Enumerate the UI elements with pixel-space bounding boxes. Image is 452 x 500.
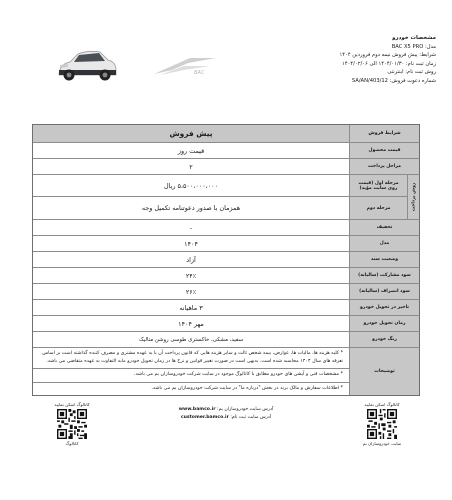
right-qr-label: سایت خودروسازان بم [362, 441, 402, 446]
note-item: * کلیه هزینه ها، مالیات ها، عوارض، بیمه شخص ثالث و سایر هزینه هایی که قانون پرداخت آن با به عهده مشتری و مصرف کننده گذاشته است بر اساس تعرفه های سال ۱۴۰۴ محاسبه شده است. بدیهی است در صورت تغییر قوانین و نرخ ها در زمان تحویل خودرو مابه التفاوت به عهده متقاضی می باشد. [33, 348, 349, 369]
table-row [33, 316, 419, 332]
note-item: * مشخصات فنی و آپشن های خودرو مطابق با کاتالوگ موجود در سایت شرکت خودروسازان بم می باشد. [33, 369, 349, 382]
row-value: قیمت روز [177, 146, 205, 155]
car-image [54, 44, 120, 86]
left-qr-label: کاتالوگ [65, 441, 79, 446]
row-value: ۲ [189, 162, 193, 171]
row-label: تخفیف [349, 220, 419, 235]
payment-side-label: روش پرداخت [407, 175, 419, 219]
row-label: قیمت محصول [349, 143, 419, 158]
service-url-link[interactable]: customer.bamco.ir [180, 414, 229, 420]
document-header [0, 0, 452, 118]
left-qr-caption: کاتالوگ اسکن نمایید [54, 402, 90, 407]
row-value: همزمان با صدور دعوتنامه تکمیل وجه [141, 204, 241, 212]
row-value: سفید، مشکی، خاکستری طوسی روشن متالیک [138, 336, 244, 343]
footer-site-line: آدرس سایت خودروسازان بم: www.bamco.ir [178, 407, 274, 412]
row-value: ۲۶٪ [185, 287, 197, 296]
right-qr-caption: کاتالوگ اسکن نمایید [364, 402, 400, 407]
row-value: - [189, 223, 193, 232]
row-label: سود انصراف (سالیانه) [349, 284, 419, 299]
spec-circular: شماره دعوت فروش: SA/AN/403/12 [351, 77, 436, 84]
footer-site-info [142, 406, 310, 422]
notes [33, 348, 349, 395]
svg-text:BAC: BAC [194, 70, 205, 76]
table-row [33, 159, 419, 175]
qr-code-icon[interactable] [57, 409, 87, 439]
spec-date-range: زمان ثبت نام: ۱۴۰۴/۰۱/۳۰ الی ۱۴۰۴/۰۲/۰۶ [342, 60, 436, 67]
row-label: شرایط فروش [349, 125, 419, 142]
spec-model: مدل: BAC X5 PRO [391, 43, 436, 50]
footer-service-line: آدرس سایت ثبت نام: customer.bamco.ir [180, 414, 272, 420]
row-label: سود مشارکت (سالیانه) [349, 268, 419, 283]
payment-group [33, 175, 419, 220]
spec-method: روش ثبت نام: اینترنتی [387, 69, 436, 76]
qr-code-icon[interactable] [367, 409, 397, 439]
spec-title: مشخصات خودرو [392, 35, 436, 41]
spec-terms: شرایط: پیش فروش نیمه دوم فروردین ۱۴۰۴ [339, 52, 436, 59]
row-value: مهر ۱۴۰۴ [178, 319, 204, 328]
row-value: ۳ ماهیانه [179, 303, 203, 312]
row-value: ۲۴٪ [185, 271, 197, 280]
row-value: پیش فروش [33, 125, 349, 142]
table-row [33, 197, 407, 219]
row-value: آزاد [186, 255, 196, 264]
note-item: * اطلاعات سفارش و مالک برند در بخش "درباره ما" در سایت شرکت خودروسازان بم می باشد. [151, 385, 343, 391]
table-row [33, 252, 419, 268]
row-value: ۵،۵۰۰،۰۰۰،۰۰۰ ریال [164, 181, 219, 190]
document-footer [0, 400, 452, 500]
table-row [33, 125, 419, 143]
table-row [33, 175, 407, 197]
table-row [33, 300, 419, 316]
row-label: زمان تحویل خودرو [349, 316, 419, 331]
sales-terms-table [32, 124, 420, 396]
notes-label: توضیحات [349, 348, 419, 395]
brand-logo [150, 54, 220, 80]
table-row [33, 332, 419, 348]
row-label: مرحله اول (قیمت روی سایت مؤید) [349, 175, 407, 196]
right-qr-block [358, 402, 406, 446]
payment-rows [33, 175, 407, 219]
site-url-link[interactable]: www.bamco.ir [178, 407, 216, 412]
table-row [33, 236, 419, 252]
table-row [33, 220, 419, 236]
table-row [33, 268, 419, 284]
table-row [33, 284, 419, 300]
row-label: رنگ خودرو [349, 332, 419, 347]
table-row [33, 143, 419, 159]
row-label: مراحل پرداخت [349, 159, 419, 174]
left-qr-block [48, 402, 96, 446]
notes-row [33, 348, 419, 395]
row-label: وضعیت سند [349, 252, 419, 267]
row-label: مرحله دوم [349, 197, 407, 219]
spec-block [236, 34, 436, 86]
row-label: مدل [349, 236, 419, 251]
row-value: ۱۴۰۴ [184, 239, 198, 248]
row-label: تاخیر در تحویل خودرو [349, 300, 419, 315]
